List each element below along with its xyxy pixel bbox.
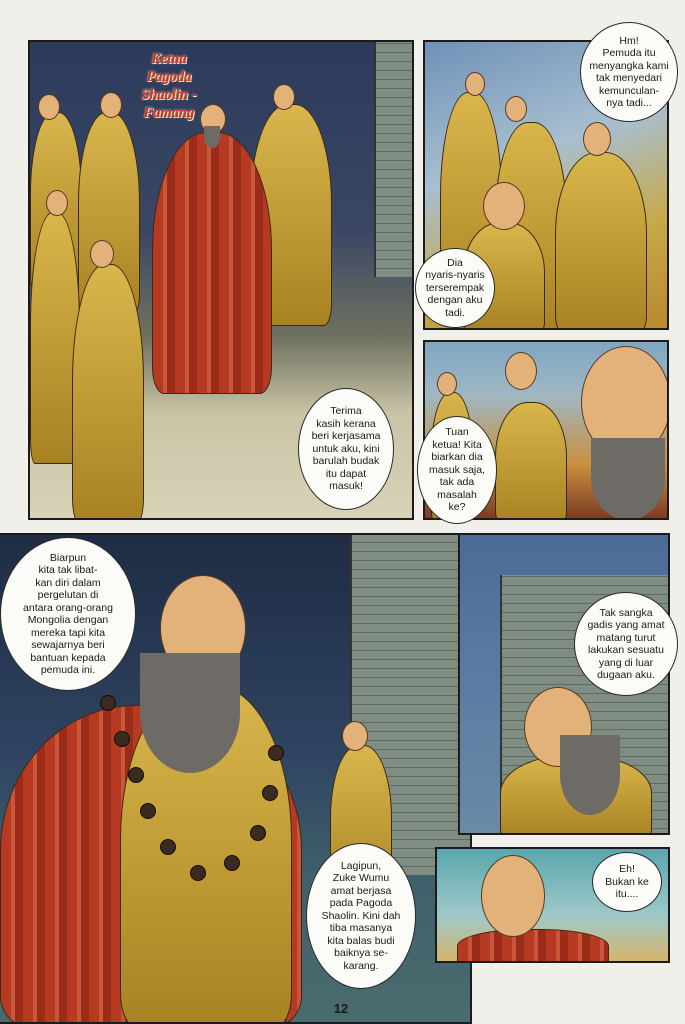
prayer-bead	[268, 745, 284, 761]
monk-head	[342, 721, 368, 751]
prayer-bead	[128, 767, 144, 783]
abbot-beard	[591, 438, 665, 520]
monk-head	[90, 240, 114, 268]
speech-bubble-p4-bottom: Lagipun, Zuke Wumu amat berjasa pada Pagoda Shaolin. Kini dah tiba masanya kita balas budi baiknya se- karang.	[306, 843, 416, 989]
speech-bubble-p3: Tuan ketua! Kita biarkan dia masuk saja, tak ada masalah ke?	[417, 416, 497, 524]
speech-bubble-p2-top: Hm! Pemuda itu menyangka kami tak menyedari kemunculan- nya tadi...	[580, 22, 678, 122]
monk-face	[481, 855, 545, 937]
prayer-bead	[100, 695, 116, 711]
location-caption: Ketua Pagoda Shaolin - Famang	[141, 51, 197, 121]
monk-head	[583, 122, 611, 156]
monk-figure	[72, 264, 144, 520]
prayer-bead	[224, 855, 240, 871]
speech-bubble-p4-top: Biarpun kita tak libat- kan diri dalam pergelutan di antara orang-orang Mongolia dengan mereka tapi kita sewajarnya beri bantuan kepada pemuda ini.	[0, 537, 136, 691]
speech-bubble-p5: Tak sangka gadis yang amat matang turut lakukan sesuatu yang di luar dugaan aku.	[574, 592, 678, 696]
monk-head	[505, 96, 527, 122]
monk-head	[46, 190, 68, 216]
monk-shoulders	[457, 929, 609, 963]
monk-head	[100, 92, 122, 118]
monk-head	[273, 84, 295, 110]
prayer-bead	[262, 785, 278, 801]
prayer-bead	[140, 803, 156, 819]
page-number: 12	[333, 1001, 349, 1016]
prayer-bead	[160, 839, 176, 855]
monk-head	[505, 352, 537, 390]
speech-bubble-p1: Terima kasih kerana beri kerjasama untuk aku, kini barulah budak itu dapat masuk!	[298, 388, 394, 510]
monk-head	[38, 94, 60, 120]
prayer-bead	[190, 865, 206, 881]
abbot-figure	[152, 132, 272, 394]
monk-head	[465, 72, 485, 96]
brick-wall	[374, 42, 414, 277]
abbot-beard	[140, 653, 240, 773]
monk-figure	[495, 402, 567, 520]
speech-bubble-p2-bottom: Dia nyaris-nyaris terserempak dengan aku tadi.	[415, 248, 495, 328]
monk-head	[483, 182, 525, 230]
abbot-beard	[560, 735, 620, 815]
monk-figure	[555, 152, 647, 330]
prayer-bead	[250, 825, 266, 841]
speech-bubble-p6: Eh! Bukan ke itu....	[592, 852, 662, 912]
abbot-beard	[204, 126, 220, 148]
monk-head	[437, 372, 457, 396]
prayer-bead	[114, 731, 130, 747]
